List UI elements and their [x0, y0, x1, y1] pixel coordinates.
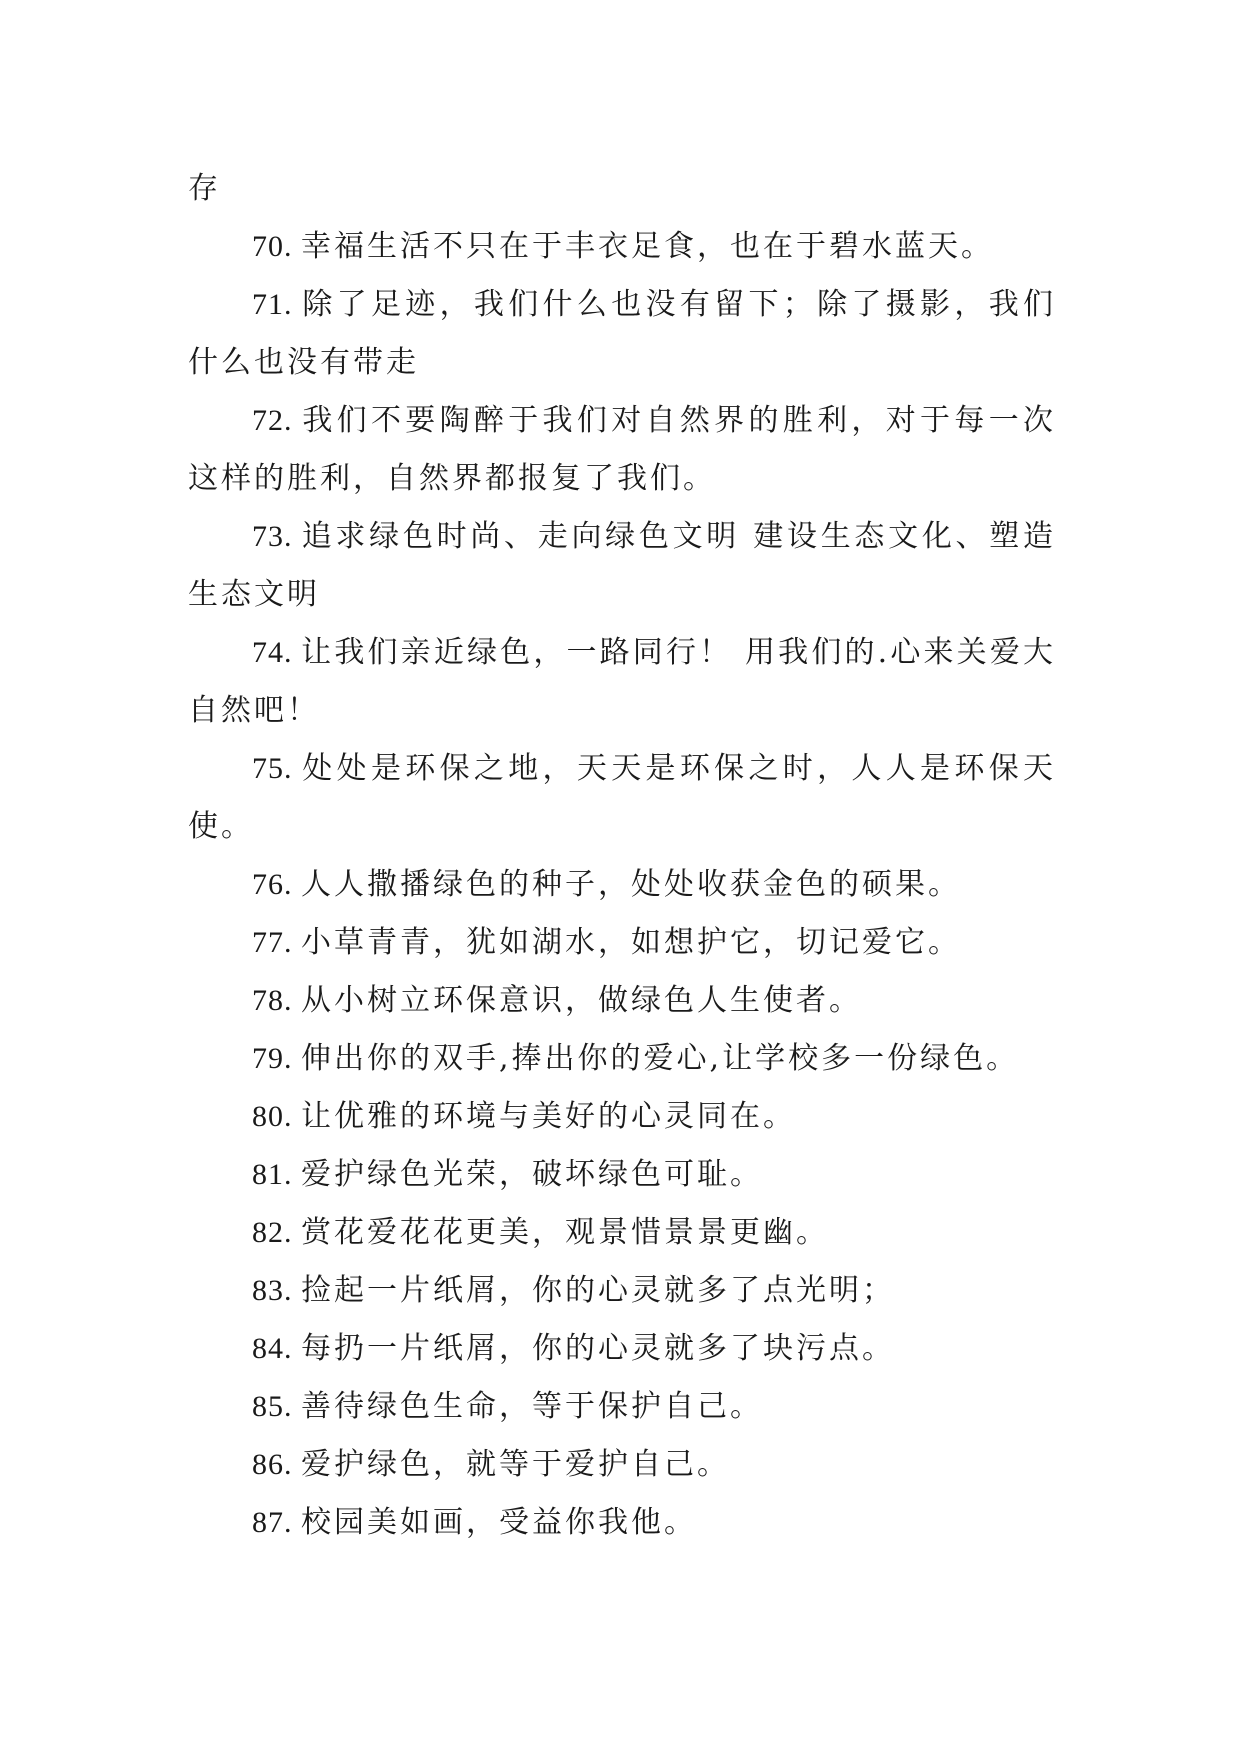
- document-body: [188, 160, 1056, 1552]
- slogan-item: [188, 1146, 1056, 1204]
- item-text: 每扔一片纸屑，你的心灵就多了块污点。: [301, 1331, 895, 1366]
- item-number: 75.: [252, 752, 303, 785]
- item-number: 72.: [252, 404, 303, 437]
- slogan-item: [188, 1030, 1056, 1088]
- item-number: 83.: [252, 1274, 301, 1307]
- item-text: 赏花爱花花更美，观景惜景景更幽。: [301, 1215, 829, 1250]
- slogan-item: [188, 508, 1056, 624]
- item-number: 87.: [252, 1506, 301, 1539]
- slogan-item: [188, 1262, 1056, 1320]
- item-text: 让优雅的环境与美好的心灵同在。: [301, 1099, 796, 1134]
- slogan-item: [188, 276, 1056, 392]
- item-number: 82.: [252, 1216, 301, 1249]
- item-text: 我们不要陶醉于我们对自然界的胜利，对于每一次这样的胜利，自然界都报复了我们。: [188, 403, 1057, 496]
- item-text: 校园美如画，受益你我他。: [301, 1505, 697, 1540]
- slogan-item: [188, 392, 1056, 508]
- item-text: 追求绿色时尚、走向绿色文明 建设生态文化、塑造生态文明: [188, 519, 1056, 612]
- item-number: 76.: [252, 868, 301, 901]
- slogan-item: [188, 218, 1056, 276]
- slogan-item: [188, 624, 1056, 740]
- item-text: 从小树立环保意识，做绿色人生使者。: [301, 983, 862, 1018]
- slogan-item: [188, 1436, 1056, 1494]
- paragraph-text: 存: [188, 171, 221, 206]
- slogan-item: [188, 856, 1056, 914]
- item-text: 人人撒播绿色的种子，处处收获金色的硕果。: [301, 867, 961, 902]
- item-text: 除了足迹，我们什么也没有留下；除了摄影，我们什么也没有带走: [188, 287, 1057, 380]
- item-number: 73.: [252, 520, 302, 553]
- slogan-item: [188, 914, 1056, 972]
- item-number: 85.: [252, 1390, 301, 1423]
- item-number: 77.: [252, 926, 301, 959]
- slogan-item: [188, 1088, 1056, 1146]
- item-text: 爱护绿色，就等于爱护自己。: [301, 1447, 730, 1482]
- item-text: 小草青青，犹如湖水，如想护它，切记爱它。: [301, 925, 961, 960]
- item-number: 79.: [252, 1042, 301, 1075]
- item-text: 幸福生活不只在于丰衣足食，也在于碧水蓝天。: [301, 229, 994, 264]
- paragraph-continuation: [188, 160, 1056, 218]
- slogan-item: [188, 740, 1056, 856]
- item-number: 80.: [252, 1100, 301, 1133]
- item-text: 爱护绿色光荣，破坏绿色可耻。: [301, 1157, 763, 1192]
- item-number: 81.: [252, 1158, 301, 1191]
- item-number: 71.: [252, 288, 303, 321]
- slogan-item: [188, 1204, 1056, 1262]
- slogan-item: [188, 1494, 1056, 1552]
- item-number: 86.: [252, 1448, 301, 1481]
- item-number: 74.: [252, 636, 302, 669]
- slogan-item: [188, 1320, 1056, 1378]
- slogan-item: [188, 1378, 1056, 1436]
- item-text: 让我们亲近绿色，一路同行！ 用我们的.心来关爱大自然吧！: [188, 635, 1057, 728]
- slogan-item: [188, 972, 1056, 1030]
- item-text: 善待绿色生命，等于保护自己。: [301, 1389, 763, 1424]
- item-number: 84.: [252, 1332, 301, 1365]
- item-text: 处处是环保之地，天天是环保之时，人人是环保天使。: [188, 751, 1057, 844]
- item-text: 捡起一片纸屑，你的心灵就多了点光明；: [301, 1273, 895, 1308]
- item-text: 伸出你的双手,捧出你的爱心,让学校多一份绿色。: [301, 1041, 1020, 1076]
- item-number: 78.: [252, 984, 301, 1017]
- item-number: 70.: [252, 230, 301, 263]
